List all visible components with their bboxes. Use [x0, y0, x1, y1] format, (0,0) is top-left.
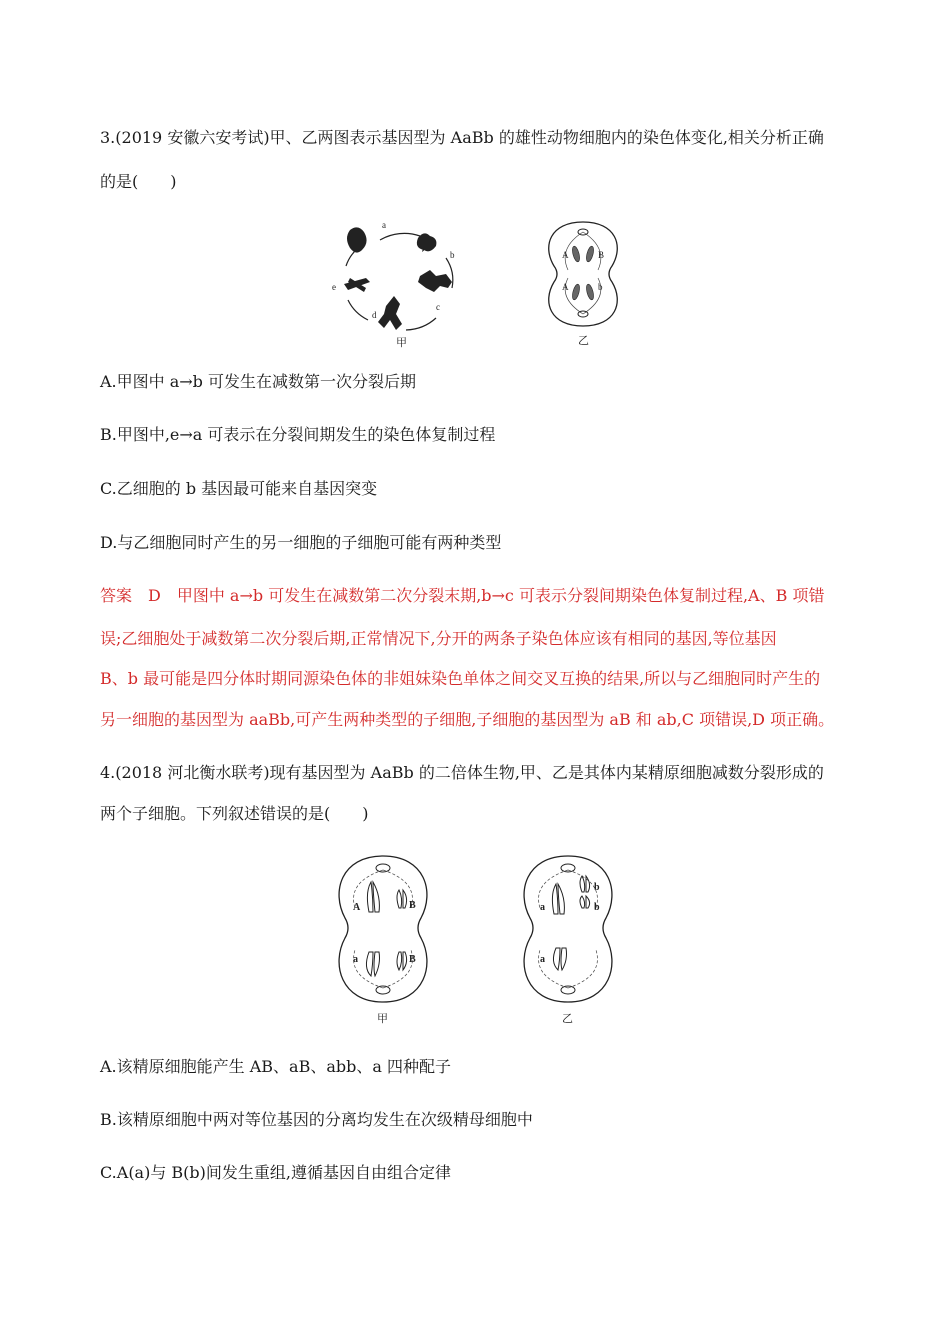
q3-jia-caption: 甲 [396, 337, 407, 348]
q3-stem-line1: 3.(2019 安徽六安考试)甲、乙两图表示基因型为 AaBb 的雄性动物细胞内的染色体变化,相关分析正确 [100, 128, 824, 147]
q4-stem-line2: 两个子细胞。下列叙述错误的是( ) [100, 804, 369, 823]
q4-jia-caption: 甲 [377, 1013, 388, 1025]
q4-yi-label-b-lower: b [594, 902, 600, 913]
q3-option-a: A.甲图中 a→b 可发生在减数第一次分裂后期 [100, 372, 417, 391]
q3-option-d: D.与乙细胞同时产生的另一细胞的子细胞可能有两种类型 [100, 533, 502, 552]
q3-answer-line1: 答案 D 甲图中 a→b 可发生在减数第二次分裂末期,b→c 可表示分裂间期染色体复制过程,A、B 项错 [100, 586, 825, 605]
q3-answer-line3: B、b 最可能是四分体时期同源染色体的非姐妹染色单体之间交叉互换的结果,所以与乙细胞同时产生的 [100, 669, 821, 688]
q3-jia-label-d: d [372, 310, 377, 320]
q3-answer-line2: 误;乙细胞处于减数第二次分裂后期,正常情况下,分开的两条子染色体应该有相同的基因,等位基因 [100, 629, 777, 648]
q4-jia-label-B-top: B [409, 900, 416, 911]
q4-jia-label-a: a [353, 954, 358, 965]
q3-figure-jia [328, 218, 478, 348]
q4-option-b: B.该精原细胞中两对等位基因的分离均发生在次级精母细胞中 [100, 1110, 533, 1129]
q4-yi-caption: 乙 [562, 1013, 573, 1025]
q3-figure-yi [538, 218, 628, 348]
q3-jia-label-e: e [332, 282, 336, 292]
q3-yi-label-b: b [598, 282, 603, 292]
q4-yi-label-a-bottom: a [540, 954, 545, 965]
q3-yi-label-A-bottom: A [562, 282, 569, 292]
q3-answer-line4: 另一细胞的基因型为 aaBb,可产生两种类型的子细胞,子细胞的基因型为 aB 和 ab,C 项错误,D 项正确。 [100, 710, 835, 729]
q4-jia-label-B-bottom: B [409, 954, 416, 965]
q4-figure-jia [333, 852, 433, 1027]
q4-option-c: C.A(a)与 B(b)间发生重组,遵循基因自由组合定律 [100, 1163, 451, 1182]
q4-option-a: A.该精原细胞能产生 AB、aB、abb、a 四种配子 [100, 1057, 451, 1076]
q3-option-c: C.乙细胞的 b 基因最可能来自基因突变 [100, 479, 378, 498]
q3-yi-label-B: B [598, 250, 605, 260]
q4-jia-label-A: A [353, 902, 361, 913]
q3-jia-label-a: a [382, 220, 386, 230]
q3-jia-label-c: c [436, 302, 440, 312]
q4-yi-label-a-top: a [540, 902, 545, 913]
q4-yi-label-b-upper: b [594, 882, 600, 893]
q3-option-b: B.甲图中,e→a 可表示在分裂间期发生的染色体复制过程 [100, 425, 496, 444]
q4-figure-yi [518, 852, 618, 1027]
q3-jia-label-b: b [450, 250, 455, 260]
q3-yi-caption: 乙 [578, 335, 589, 347]
q3-yi-label-A-top: A [562, 250, 569, 260]
q4-stem-line1: 4.(2018 河北衡水联考)现有基因型为 AaBb 的二倍体生物,甲、乙是其体内某精原细胞减数分裂形成的 [100, 763, 824, 782]
q3-stem-line2: 的是( ) [100, 172, 177, 191]
